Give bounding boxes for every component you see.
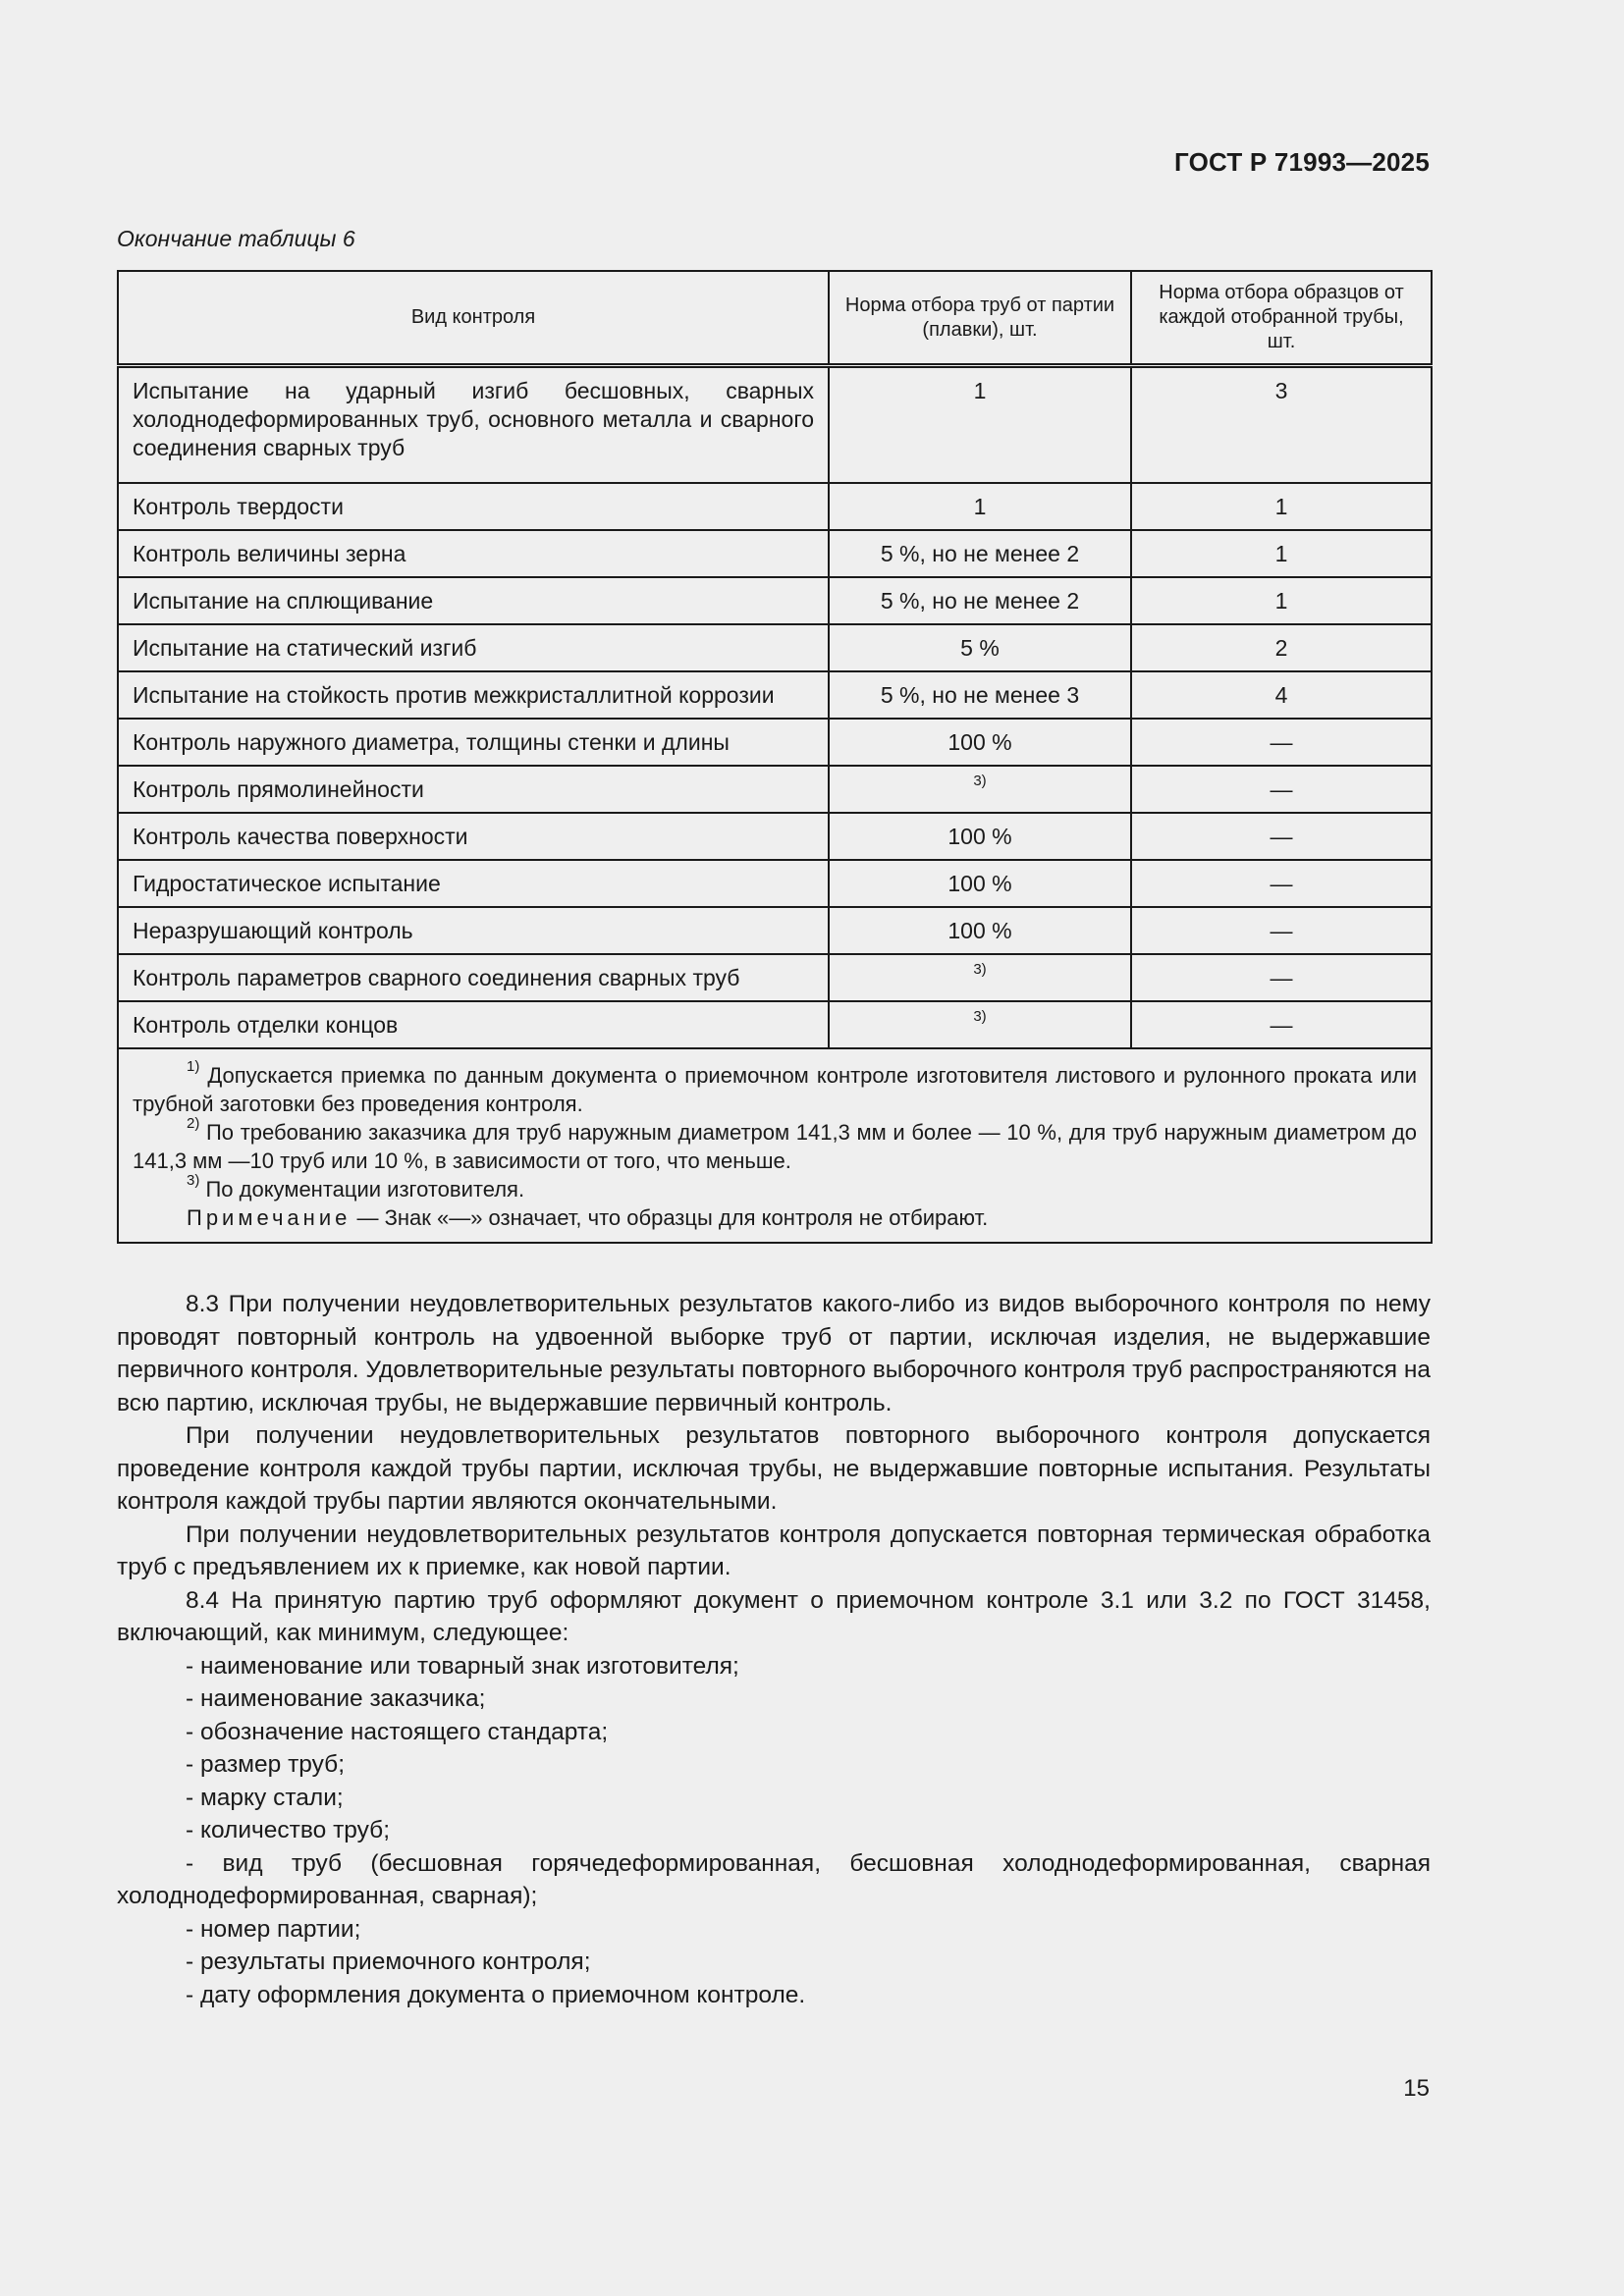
control-type-cell: Испытание на ударный изгиб бесшовных, сварных холоднодеформированных труб, основного металла и сварного соединения сварных труб: [118, 366, 829, 484]
note-label: Примечание: [187, 1205, 352, 1230]
samples-norm-cell: 1: [1131, 577, 1432, 624]
table-row: [118, 954, 1432, 1001]
list-item: - наименование заказчика;: [186, 1685, 486, 1712]
pipes-norm-cell: 5 %, но не менее 3: [829, 671, 1131, 719]
table-row: [118, 860, 1432, 907]
table-row: [118, 719, 1432, 766]
table-row: [118, 624, 1432, 671]
samples-norm-cell: —: [1131, 813, 1432, 860]
pipes-norm-cell: 5 %: [829, 624, 1131, 671]
control-type-cell: Контроль наружного диаметра, толщины стенки и длины: [118, 719, 829, 766]
list-item: - размер труб;: [186, 1751, 346, 1778]
control-type-cell: Испытание на сплющивание: [118, 577, 829, 624]
samples-norm-cell: 1: [1131, 483, 1432, 530]
control-type-cell: Контроль твердости: [118, 483, 829, 530]
table-notes: [118, 1048, 1432, 1243]
table-note: [133, 1203, 1417, 1232]
control-table: [117, 270, 1433, 1244]
control-type-cell: Контроль качества поверхности: [118, 813, 829, 860]
table-row: [118, 1001, 1432, 1048]
document-code: ГОСТ Р 71993—2025: [1174, 147, 1430, 177]
footnote-ref: 3): [973, 1007, 987, 1025]
table-row: [118, 813, 1432, 860]
paragraph: 8.3 При получении неудовлетворительных результатов какого-либо из видов выборочного контроля по нему проводят повторный контроль на удвоенной выборке труб от партии, исключая изделия, не выдержавшие первичного контроля. Удовлетворительные результаты повторного выборочного контроля труб распространяются на всю партию, исключая трубы, не выдержавшие первичный контроль.: [117, 1291, 1431, 1416]
list-item: - вид труб (бесшовная горячедеформированная, бесшовная холоднодеформированная, сварная холоднодеформированная, сварная);: [117, 1849, 1431, 1909]
list-item: - обозначение настоящего стандарта;: [186, 1718, 609, 1745]
table-row: [118, 577, 1432, 624]
samples-norm-cell: 1: [1131, 530, 1432, 577]
list-item: - наименование или товарный знак изготовителя;: [186, 1652, 739, 1680]
pipes-norm-cell: 100 %: [829, 907, 1131, 954]
paragraph: При получении неудовлетворительных результатов контроля допускается повторная термическая обработка труб с предъявлением их к приемке, как новой партии.: [117, 1521, 1431, 1580]
control-type-cell: Гидростатическое испытание: [118, 860, 829, 907]
pipes-norm-cell: 5 %, но не менее 2: [829, 530, 1131, 577]
table-row: [118, 766, 1432, 813]
samples-norm-cell: —: [1131, 1001, 1432, 1048]
control-type-cell: Испытание на стойкость против межкристаллитной коррозии: [118, 671, 829, 719]
pipes-norm-cell: 1: [829, 483, 1131, 530]
note-text: — Знак «—» означает, что образцы для контроля не отбирают.: [351, 1205, 989, 1230]
samples-norm-cell: —: [1131, 907, 1432, 954]
table-row: [118, 530, 1432, 577]
column-header: Норма отбора образцов от каждой отобранной трубы, шт.: [1131, 271, 1432, 366]
footnote-ref: 3): [973, 772, 987, 789]
body-text: [117, 1288, 1431, 2011]
footnote-text: По требованию заказчика для труб наружным диаметром 141,3 мм и более — 10 %, для труб наружным диаметром до 141,3 мм —10 труб или 10 %, в зависимости от того, что меньше.: [133, 1120, 1417, 1173]
list-item: - количество труб;: [186, 1817, 390, 1843]
control-type-cell: Неразрушающий контроль: [118, 907, 829, 954]
paragraph: При получении неудовлетворительных результатов повторного выборочного контроля допускается проведение контроля каждой трубы партии, исключая трубы, не выдержавшие повторные испытания. Результаты контроля каждой трубы партии являются окончательными.: [117, 1422, 1431, 1515]
samples-norm-cell: —: [1131, 860, 1432, 907]
samples-norm-cell: 4: [1131, 671, 1432, 719]
pipes-norm-cell: 5 %, но не менее 2: [829, 577, 1131, 624]
list-item: - результаты приемочного контроля;: [186, 1949, 591, 1975]
list-item: - дату оформления документа о приемочном контроле.: [186, 1981, 806, 2008]
table-caption: Окончание таблицы 6: [117, 226, 355, 251]
pipes-norm-cell: 100 %: [829, 719, 1131, 766]
table-notes-row: [118, 1048, 1432, 1243]
footnote-mark: 3): [187, 1172, 200, 1189]
footnote-text: Допускается приемка по данным документа о приемочном контроле изготовителя листового и рулонного проката или трубной заготовки без проведения контроля.: [133, 1063, 1417, 1116]
samples-norm-cell: 3: [1131, 366, 1432, 484]
pipes-norm-cell: 100 %: [829, 813, 1131, 860]
table-row: [118, 483, 1432, 530]
control-type-cell: Испытание на статический изгиб: [118, 624, 829, 671]
table-row: [118, 671, 1432, 719]
column-header: Норма отбора труб от партии (плавки), шт.: [829, 271, 1131, 366]
samples-norm-cell: 2: [1131, 624, 1432, 671]
footnote: [133, 1058, 1417, 1118]
control-type-cell: Контроль параметров сварного соединения сварных труб: [118, 954, 829, 1001]
table-header-row: [118, 271, 1432, 366]
page-number: 15: [1403, 2075, 1430, 2102]
samples-norm-cell: —: [1131, 719, 1432, 766]
pipes-norm-cell: 1: [829, 366, 1131, 484]
footnote-mark: 1): [187, 1058, 200, 1075]
control-type-cell: Контроль отделки концов: [118, 1001, 829, 1048]
control-type-cell: Контроль прямолинейности: [118, 766, 829, 813]
pipes-norm-cell: 100 %: [829, 860, 1131, 907]
list-item: - марку стали;: [186, 1784, 344, 1811]
footnote: [133, 1115, 1417, 1175]
footnote-text: По документации изготовителя.: [199, 1177, 525, 1201]
pipes-norm-cell: [829, 954, 1131, 1001]
pipes-norm-cell: [829, 1001, 1131, 1048]
footnote-mark: 2): [187, 1115, 200, 1132]
paragraph: 8.4 На принятую партию труб оформляют документ о приемочном контроле 3.1 или 3.2 по ГОСТ 31458, включающий, как минимум, следующее:: [117, 1586, 1431, 1646]
table-row: [118, 907, 1432, 954]
pipes-norm-cell: [829, 766, 1131, 813]
samples-norm-cell: —: [1131, 954, 1432, 1001]
control-type-cell: Контроль величины зерна: [118, 530, 829, 577]
footnote-ref: 3): [973, 960, 987, 978]
samples-norm-cell: —: [1131, 766, 1432, 813]
column-header: Вид контроля: [118, 271, 829, 366]
footnote: [133, 1172, 1417, 1203]
table-row: [118, 366, 1432, 484]
list-item: - номер партии;: [186, 1915, 361, 1943]
